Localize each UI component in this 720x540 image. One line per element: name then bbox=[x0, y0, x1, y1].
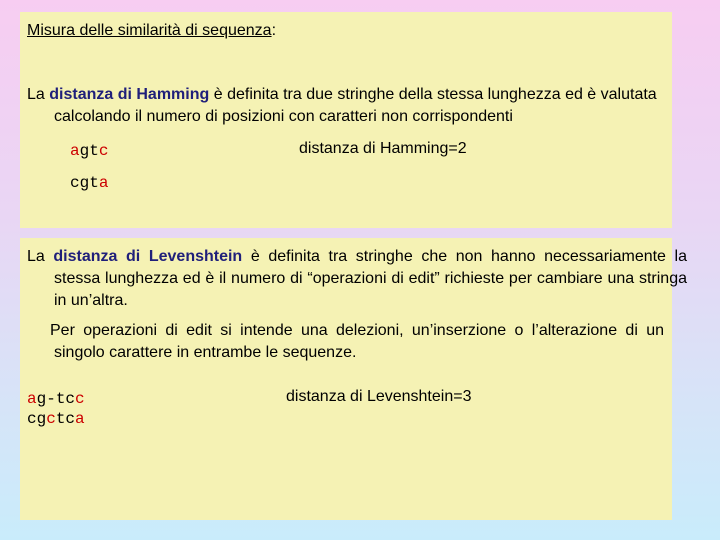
hamming-seq-1 bbox=[70, 140, 108, 162]
page-title-text: Misura delle similarità di sequenza bbox=[27, 22, 272, 39]
edit-operations-note bbox=[50, 320, 664, 364]
edit-operations-text: Per operazioni di edit si intende una delezioni, un’inserzione o l’alterazione di un singolo carattere in entrambe le sequenze. bbox=[50, 322, 664, 361]
levenshtein-rest: è definita tra stringhe che non hanno necessariamente la stessa lunghezza ed è il numero di “operazioni di edit” richieste per cambiare una stringa in un’altra. bbox=[54, 248, 688, 309]
hamming-definition bbox=[27, 84, 694, 128]
hamming-seq-2-part-1: cgt bbox=[70, 174, 99, 192]
hamming-term: distanza di Hamming bbox=[49, 86, 210, 103]
hamming-seq-1-part-2: gt bbox=[79, 142, 99, 160]
levenshtein-prefix: La bbox=[27, 248, 54, 265]
levenshtein-seq-2-part-3: tc bbox=[55, 410, 76, 428]
levenshtein-seq-2-part-1: cg bbox=[27, 410, 47, 428]
hamming-seq-2-part-2: a bbox=[98, 174, 109, 192]
hamming-result: distanza di Hamming=2 bbox=[299, 140, 467, 157]
levenshtein-seq-1-part-1: a bbox=[27, 390, 37, 408]
hamming-seq-1-part-1: a bbox=[70, 142, 80, 160]
levenshtein-seq-2-part-2: c bbox=[46, 410, 56, 428]
levenshtein-seq-2-part-4: a bbox=[75, 410, 85, 428]
levenshtein-result: distanza di Levenshtein=3 bbox=[286, 388, 472, 405]
levenshtein-seq-1-part-2: g-tc bbox=[36, 390, 76, 408]
levenshtein-seq-2 bbox=[27, 408, 85, 430]
levenshtein-definition bbox=[27, 246, 687, 312]
levenshtein-seq-1-part-3: c bbox=[75, 390, 85, 408]
hamming-prefix: La bbox=[27, 86, 50, 103]
hamming-seq-1-part-3: c bbox=[98, 142, 109, 160]
levenshtein-seq-1 bbox=[27, 388, 85, 410]
hamming-rest: è definita tra due stringhe della stessa lunghezza ed è valutata calcolando il numero di posizioni con caratteri non corrispondenti bbox=[54, 86, 657, 125]
levenshtein-term: distanza di Levenshtein bbox=[53, 248, 243, 265]
page-title-colon: : bbox=[271, 22, 277, 39]
hamming-seq-2 bbox=[70, 172, 108, 194]
page-title bbox=[27, 20, 276, 42]
